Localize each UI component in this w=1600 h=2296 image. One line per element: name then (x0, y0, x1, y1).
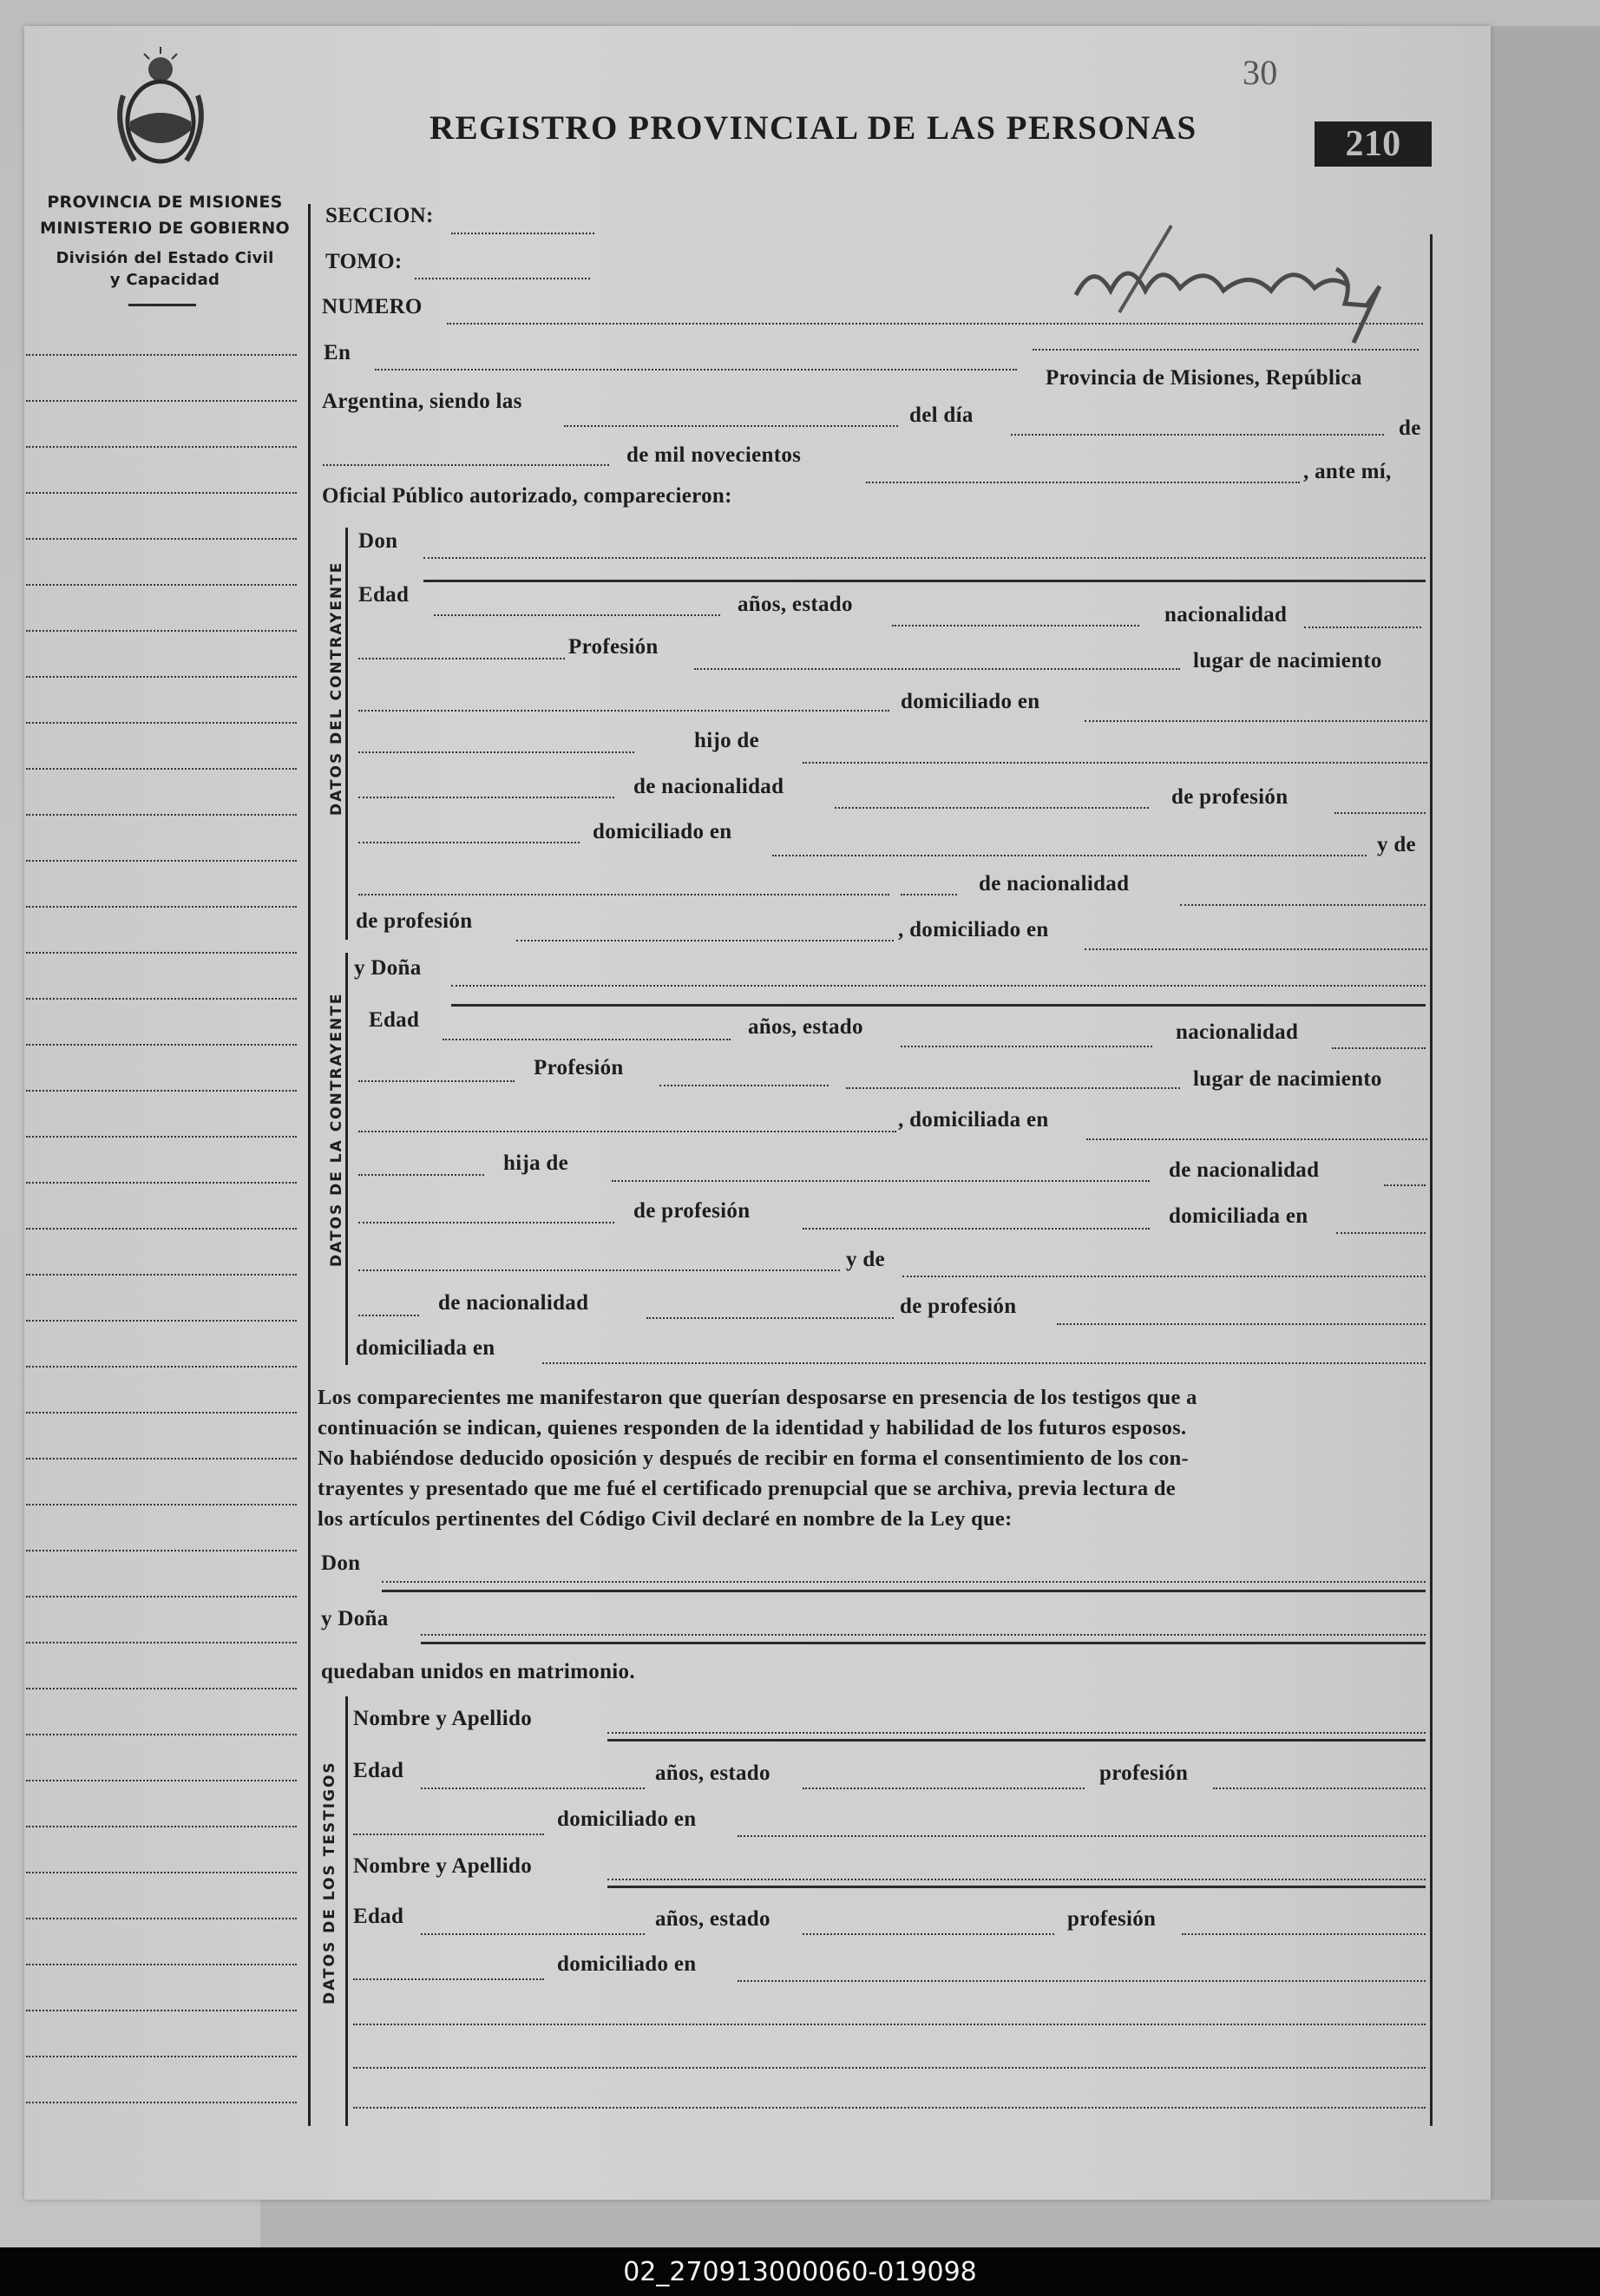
bride-padre-prof-input[interactable] (803, 1228, 1150, 1230)
label-groom-padre-nac: de nacionalidad (633, 775, 784, 798)
label-bride-yde: y de (846, 1248, 885, 1271)
margin-note-line[interactable] (26, 1366, 297, 1368)
label-bride-edad: Edad (369, 1008, 420, 1032)
notes-line-2[interactable] (353, 2067, 1426, 2069)
authority-division-2: y Capacidad (109, 271, 220, 289)
groom-nacionalidad-input-2[interactable] (358, 658, 565, 659)
label-groom-edad: Edad (358, 583, 410, 607)
margin-note-line[interactable] (26, 354, 297, 356)
page-title: REGISTRO PROVINCIAL DE LAS PERSONAS (430, 109, 1197, 147)
groom-padre-dom-input[interactable] (772, 855, 1367, 856)
margin-note-line[interactable] (26, 952, 297, 954)
label-groom-padre-dom: domiciliado en (593, 820, 732, 843)
bride-padre-nac-input[interactable] (1384, 1184, 1426, 1186)
label-provincia: Provincia de Misiones, República (1046, 366, 1362, 390)
groom-padre-input[interactable] (803, 762, 1427, 764)
label-groom-madre-dom: , domiciliado en (898, 918, 1049, 941)
label-w2-profesion: profesión (1067, 1907, 1157, 1931)
margin-note-line[interactable] (26, 1458, 297, 1460)
label-bride-madre-prof: de profesión (900, 1295, 1017, 1318)
w2-nombre-input[interactable] (607, 1879, 1426, 1880)
margin-note-line[interactable] (26, 492, 297, 494)
margin-note-line[interactable] (26, 1228, 297, 1230)
bride-padre-input[interactable] (612, 1180, 1150, 1182)
label-groom-padre-prof: de profesión (1171, 785, 1289, 809)
page-edge-bottom (260, 2200, 1600, 2247)
bride-domicilio-input[interactable] (1086, 1138, 1427, 1140)
margin-note-line[interactable] (26, 2010, 297, 2011)
label-groom-anos-estado: años, estado (738, 593, 853, 616)
label-groom-profesion: Profesión (568, 635, 659, 659)
label-union-dona: y Doña (321, 1607, 389, 1630)
margin-note-line[interactable] (26, 2102, 297, 2103)
statement-line-5: los artículos pertinentes del Código Civil declaré en nombre de la Ley que: (318, 1507, 1013, 1531)
w1-profesion-input-2[interactable] (353, 1834, 544, 1835)
bride-madre-prof-input[interactable] (1057, 1323, 1426, 1325)
authority-province: PROVINCIA DE MISIONES (47, 193, 283, 212)
margin-note-line[interactable] (26, 538, 297, 540)
groom-name-input[interactable] (423, 557, 1426, 559)
margin-note-line[interactable] (26, 860, 297, 862)
margin-note-line[interactable] (26, 2056, 297, 2057)
margin-note-line[interactable] (26, 768, 297, 770)
anio-input[interactable] (866, 482, 1300, 483)
bride-padre-dom-input[interactable] (1336, 1232, 1426, 1234)
label-bride-lugar: lugar de nacimiento (1193, 1067, 1382, 1091)
label-groom-domiciliado: domiciliado en (901, 690, 1040, 713)
groom-madre-input-b[interactable] (901, 894, 957, 895)
label-don: Don (358, 529, 398, 553)
margin-note-line[interactable] (26, 1412, 297, 1414)
dia-input[interactable] (1011, 434, 1384, 436)
label-bride-padre-prof: de profesión (633, 1199, 751, 1223)
w2-estado-input[interactable] (803, 1933, 1054, 1935)
groom-estado-input[interactable] (892, 625, 1139, 626)
groom-edad-input[interactable] (434, 614, 720, 616)
w2-profesion-input-2[interactable] (353, 1978, 544, 1980)
bride-padre-dom-input-2[interactable] (358, 1269, 840, 1271)
union-dona-input[interactable] (421, 1634, 1426, 1636)
label-oficial: Oficial Público autorizado, comparecieron: (322, 484, 732, 508)
right-border (1430, 234, 1433, 2126)
label-w2-edad: Edad (353, 1905, 404, 1928)
authority-division: División del Estado Civil (56, 249, 274, 267)
union-don-rule (382, 1590, 1426, 1592)
margin-note-line[interactable] (26, 630, 297, 632)
label-bride-nacionalidad: nacionalidad (1176, 1020, 1299, 1044)
statement-line-1: Los comparecientes me manifestaron que querían desposarse en presencia de los testigos que a (318, 1386, 1197, 1409)
groom-name-rule (423, 580, 1426, 582)
label-groom-madre-nac: de nacionalidad (979, 872, 1130, 895)
label-bride-padre-dom: domiciliada en (1169, 1204, 1308, 1228)
w1-nombre-input[interactable] (607, 1732, 1426, 1734)
statement-line-3: No habiéndose deducido oposición y después de recibir en forma el consentimiento de los con- (318, 1446, 1190, 1470)
label-mil: de mil novecientos (626, 443, 802, 467)
label-w2-domiciliado: domiciliado en (557, 1952, 697, 1976)
statement-line-4: trayentes y presentado que me fué el certificado prenupcial que se archiva, previa lectura de (318, 1477, 1176, 1500)
margin-note-line[interactable] (26, 1320, 297, 1322)
bride-bracket (345, 953, 348, 1365)
groom-side-label: DATOS DEL CONTRAYENTE (328, 561, 345, 816)
bride-madre-nac-input[interactable] (646, 1317, 894, 1319)
label-w2-nombre: Nombre y Apellido (353, 1854, 533, 1878)
w2-edad-input[interactable] (421, 1933, 645, 1935)
label-argentina: Argentina, siendo las (322, 390, 522, 413)
label-w1-anos-estado: años, estado (655, 1761, 770, 1785)
groom-bracket (345, 528, 348, 940)
notes-line-3[interactable] (353, 2107, 1426, 2109)
bride-side-label: DATOS DE LA CONTRAYENTE (328, 992, 345, 1267)
witness-side-label: DATOS DE LOS TESTIGOS (321, 1761, 338, 2004)
margin-note-line[interactable] (26, 906, 297, 908)
witness-bracket (345, 1696, 348, 2126)
margin-note-line[interactable] (26, 1780, 297, 1781)
w1-domicilio-input[interactable] (738, 1835, 1426, 1837)
label-quedaban: quedaban unidos en matrimonio. (321, 1660, 635, 1683)
groom-madre-input[interactable] (358, 894, 889, 895)
tomo-input[interactable] (415, 278, 590, 279)
bride-profesion-input-b[interactable] (846, 1087, 1180, 1089)
image-id-label: 02_270913000060-019098 (623, 2256, 977, 2287)
margin-note-line[interactable] (26, 1826, 297, 1827)
label-en: En (324, 341, 351, 364)
hora-input[interactable] (564, 425, 898, 427)
margin-note-line[interactable] (26, 1918, 297, 1919)
en-input-ext[interactable] (1033, 349, 1419, 351)
bride-domicilio-input-2[interactable] (358, 1174, 484, 1176)
w1-estado-input[interactable] (803, 1788, 1085, 1789)
margin-note-line[interactable] (26, 998, 297, 1000)
label-bride-anos-estado: años, estado (748, 1015, 863, 1039)
margin-note-line[interactable] (26, 1044, 297, 1046)
label-groom-nacionalidad: nacionalidad (1164, 603, 1288, 626)
label-w1-profesion: profesión (1099, 1761, 1189, 1785)
bride-profesion-input[interactable] (659, 1085, 829, 1086)
w2-nombre-rule (607, 1886, 1426, 1888)
stamp-number: 210 (1315, 121, 1432, 167)
margin-note-line[interactable] (26, 676, 297, 678)
bride-estado-input[interactable] (901, 1046, 1152, 1047)
groom-padre-prof-input-2[interactable] (358, 842, 580, 843)
label-tomo: TOMO: (325, 250, 403, 273)
margin-note-line[interactable] (26, 1274, 297, 1276)
statement-line-2: continuación se indican, quienes responden de la identidad y habilidad de los futuros esposos. (318, 1416, 1187, 1440)
margin-note-line[interactable] (26, 1688, 297, 1689)
groom-madre-nac-input[interactable] (1180, 904, 1426, 906)
label-seccion: SECCION: (325, 204, 434, 227)
label-w1-edad: Edad (353, 1759, 404, 1782)
bride-name-input[interactable] (451, 985, 1426, 987)
label-de-mes: de (1399, 417, 1421, 440)
groom-padre-prof-input[interactable] (1334, 812, 1426, 814)
en-input[interactable] (375, 369, 1017, 371)
margin-note-line[interactable] (26, 1550, 297, 1551)
w2-domicilio-input[interactable] (738, 1980, 1426, 1982)
margin-note-line[interactable] (26, 1182, 297, 1184)
margin-note-line[interactable] (26, 1504, 297, 1506)
label-bride-madre-dom: domiciliada en (356, 1336, 495, 1360)
image-id-bar (0, 2247, 1600, 2296)
label-w1-nombre: Nombre y Apellido (353, 1707, 533, 1730)
page-number: 30 (1243, 53, 1278, 92)
bride-nacionalidad-input[interactable] (1332, 1047, 1426, 1049)
margin-note-line[interactable] (26, 722, 297, 724)
margin-note-line[interactable] (26, 1642, 297, 1643)
groom-profesion-input[interactable] (694, 668, 1180, 670)
union-don-input[interactable] (382, 1581, 1426, 1583)
authority-underline (128, 304, 196, 306)
w1-nombre-rule (607, 1739, 1426, 1742)
mes-input[interactable] (323, 464, 609, 466)
seccion-input[interactable] (451, 233, 594, 234)
bride-lugar-input[interactable] (358, 1131, 896, 1132)
groom-padre-input-2[interactable] (358, 797, 614, 798)
notes-line-1[interactable] (353, 2024, 1426, 2025)
label-union-don: Don (321, 1551, 361, 1575)
label-ante-mi: , ante mí, (1303, 460, 1392, 483)
margin-note-line[interactable] (26, 814, 297, 816)
margin-note-line[interactable] (26, 446, 297, 448)
bride-nacionalidad-input-2[interactable] (358, 1080, 515, 1082)
bride-name-rule (451, 1004, 1426, 1007)
label-groom-madre-prof: de profesión (356, 909, 473, 933)
margin-note-line[interactable] (26, 1136, 297, 1138)
bride-edad-input[interactable] (443, 1039, 731, 1040)
margin-note-line[interactable] (26, 1964, 297, 1965)
page-edge-right (1491, 26, 1600, 2247)
margin-divider (308, 204, 311, 2126)
groom-nacionalidad-input[interactable] (1304, 626, 1421, 628)
label-groom-yde: y de (1377, 833, 1416, 856)
groom-lugar-input[interactable] (358, 710, 889, 712)
label-dona: y Doña (354, 956, 422, 980)
margin-note-line[interactable] (26, 1596, 297, 1597)
bride-madre-input-2[interactable] (358, 1315, 419, 1316)
label-bride-madre-nac: de nacionalidad (438, 1291, 589, 1315)
w1-profesion-input[interactable] (1213, 1788, 1426, 1789)
margin-note-line[interactable] (26, 400, 297, 402)
groom-madre-dom-input[interactable] (1085, 948, 1427, 950)
label-w2-anos-estado: años, estado (655, 1907, 770, 1931)
label-del-dia: del día (909, 403, 974, 427)
signature-icon (1067, 208, 1414, 356)
label-numero: NUMERO (322, 295, 423, 318)
margin-note-line[interactable] (26, 1090, 297, 1092)
bride-padre-nac-input-2[interactable] (358, 1222, 614, 1223)
label-w1-domiciliado: domiciliado en (557, 1807, 697, 1831)
bride-madre-input[interactable] (902, 1276, 1426, 1277)
margin-note-line[interactable] (26, 1734, 297, 1735)
bride-madre-dom-input[interactable] (542, 1362, 1426, 1364)
authority-ministry: MINISTERIO DE GOBIERNO (40, 219, 290, 238)
w2-profesion-input[interactable] (1182, 1933, 1426, 1935)
groom-domicilio-input-2[interactable] (358, 751, 634, 753)
margin-note-line[interactable] (26, 584, 297, 586)
margin-note-line[interactable] (26, 1872, 297, 1873)
groom-madre-prof-input[interactable] (516, 940, 894, 941)
label-bride-hija: hija de (503, 1151, 569, 1175)
label-groom-lugar: lugar de nacimiento (1193, 649, 1382, 672)
label-bride-padre-nac: de nacionalidad (1169, 1158, 1320, 1182)
coat-of-arms-icon (113, 43, 208, 174)
union-dona-rule (421, 1642, 1426, 1644)
w1-edad-input[interactable] (421, 1788, 645, 1789)
label-bride-domiciliada: , domiciliada en (898, 1108, 1049, 1132)
groom-domicilio-input[interactable] (1085, 720, 1427, 722)
groom-padre-nac-input[interactable] (835, 807, 1149, 809)
label-groom-hijo: hijo de (694, 729, 760, 752)
label-bride-profesion: Profesión (534, 1056, 624, 1079)
